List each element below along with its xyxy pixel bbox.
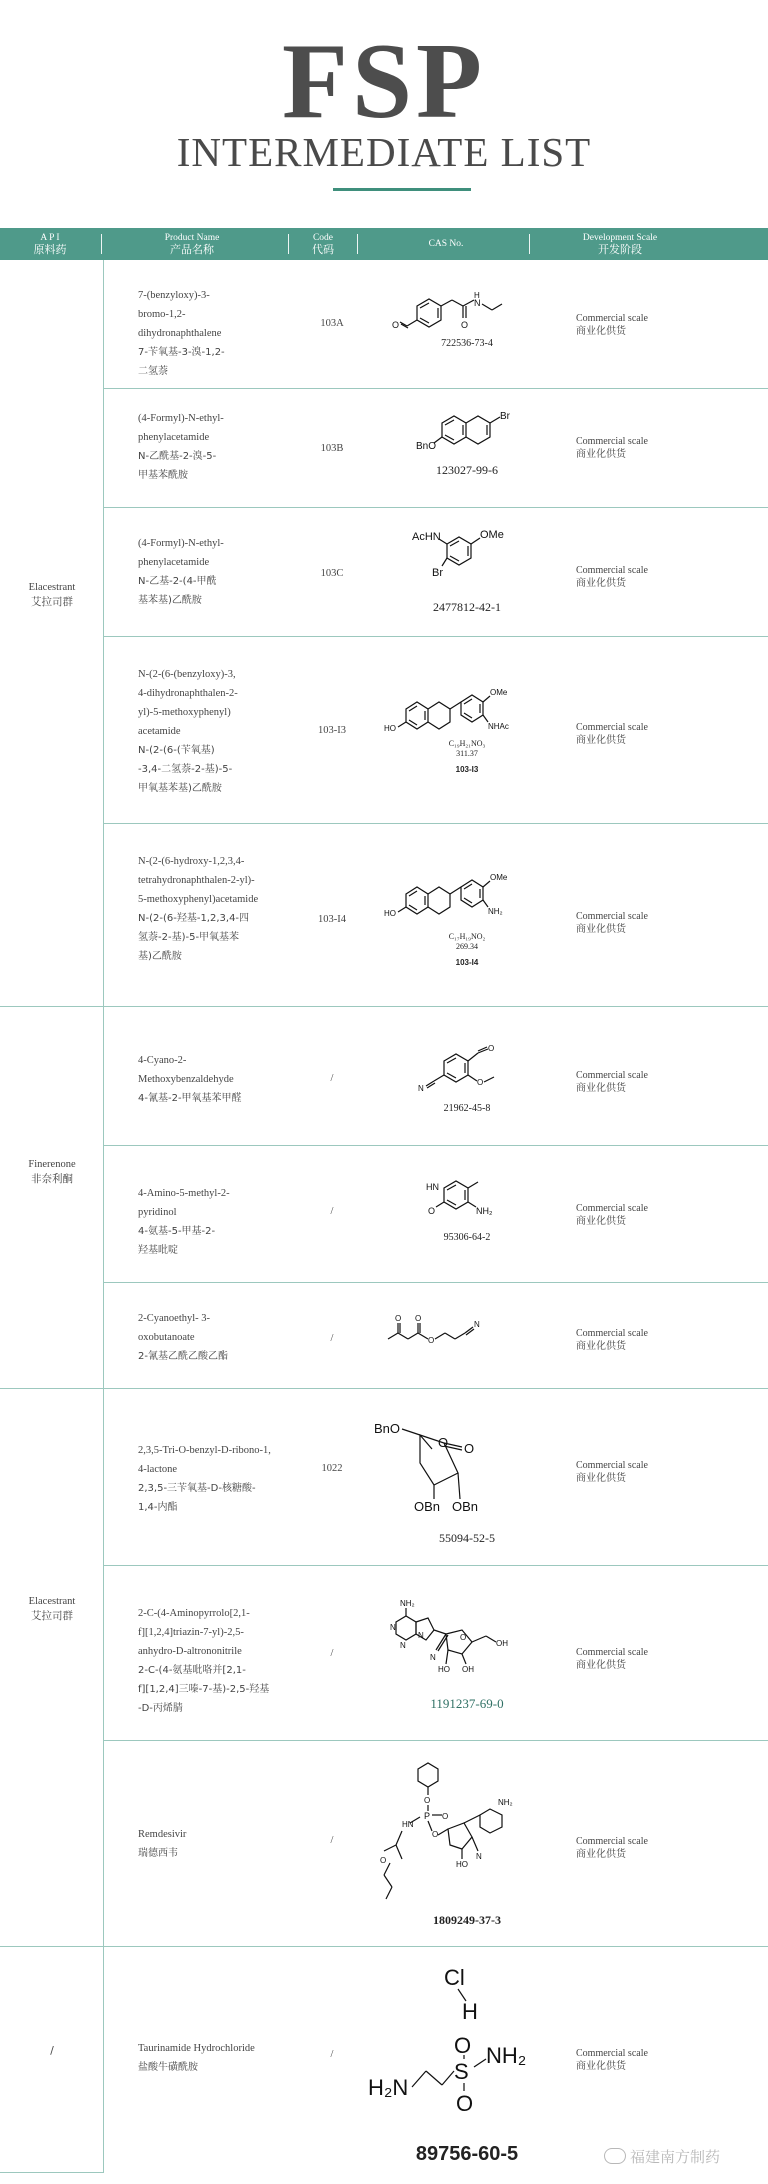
svg-text:P: P xyxy=(424,1811,431,1821)
product-name xyxy=(138,1051,308,1108)
svg-text:OBn: OBn xyxy=(414,1499,441,1514)
product-code: 103-I4 xyxy=(318,914,346,925)
api-group-none xyxy=(0,2044,104,2059)
svg-text:O: O xyxy=(428,1206,436,1216)
name-line: 4-dihydronaphthalen-2- xyxy=(138,688,238,699)
name-line: 2,3,5-Tri-O-benzyl-D-ribono-1, xyxy=(138,1445,271,1456)
scale-en: Commercial scale xyxy=(576,565,648,576)
watermark-text: 福建南方制药 xyxy=(630,2148,721,2166)
col-api-zh: 原料药 xyxy=(33,243,67,256)
svg-text:Br: Br xyxy=(500,411,510,422)
development-scale xyxy=(576,1646,696,1672)
svg-text:NH₂: NH₂ xyxy=(476,1206,493,1216)
svg-text:H: H xyxy=(474,291,480,300)
svg-text:O: O xyxy=(477,1078,484,1087)
tetrahydronaphthalene-aniline-structure xyxy=(362,862,572,922)
svg-text:NH₂: NH₂ xyxy=(488,907,503,916)
name-line: anhydro-D-altrononitrile xyxy=(138,1646,242,1657)
scale-en: Commercial scale xyxy=(576,313,648,324)
name-line: 4-lactone xyxy=(138,1464,178,1475)
name-line: 2-C-(4-氨基吡咯并[2,1- xyxy=(138,1665,246,1676)
scale-en: Commercial scale xyxy=(576,1647,648,1658)
svg-text:HO: HO xyxy=(384,909,396,918)
api-name-en: Elacestrant xyxy=(28,582,76,593)
scale-zh: 商业化供货 xyxy=(576,1083,626,1094)
svg-text:N: N xyxy=(474,1320,480,1329)
svg-text:NH₂: NH₂ xyxy=(486,2043,527,2068)
product-name xyxy=(138,852,308,966)
product-code: / xyxy=(330,1073,334,1084)
col-product-en: Product Name xyxy=(164,233,220,243)
tetrahydronaphthalene-acetamide-structure xyxy=(362,677,572,737)
development-scale xyxy=(576,1835,696,1861)
svg-text:O: O xyxy=(488,1044,495,1053)
name-line: 2-氰基乙酰乙酸乙酯 xyxy=(138,1351,228,1362)
acetanilide-bromo-methoxy-structure xyxy=(362,526,572,586)
svg-text:N: N xyxy=(390,1623,396,1632)
name-line: 5-methoxyphenyl)acetamide xyxy=(138,894,259,905)
api-divider xyxy=(0,1946,104,1947)
name-line: -3,4-二氢萘-2-基)-5- xyxy=(138,764,233,775)
col-scale-en: Development Scale xyxy=(582,233,658,243)
svg-text:BnO: BnO xyxy=(374,1421,401,1436)
name-line: 4-Amino-5-methyl-2- xyxy=(138,1188,230,1199)
table-header xyxy=(0,228,768,260)
table-row xyxy=(104,1566,768,1740)
name-line: 羟基吡啶 xyxy=(138,1245,178,1256)
scale-zh: 商业化供货 xyxy=(576,326,626,337)
scale-zh: 商业化供货 xyxy=(576,1216,626,1227)
product-code: 1022 xyxy=(321,1463,343,1474)
gs441524-nucleoside-structure xyxy=(362,1594,572,1704)
api-divider xyxy=(0,1006,104,1007)
product-code: 103A xyxy=(320,318,344,329)
page-header xyxy=(0,0,768,226)
name-line: tetrahydronaphthalen-2-yl)- xyxy=(138,875,255,886)
api-name-zh: 艾拉司群 xyxy=(31,1610,73,1622)
svg-text:N: N xyxy=(400,1641,406,1650)
name-line: f][1,2,4]三嗪-7-基)-2,5-羟基 xyxy=(138,1684,270,1695)
name-line: Methoxybenzaldehyde xyxy=(138,1074,234,1085)
svg-text:O: O xyxy=(460,1633,467,1642)
svg-text:HO: HO xyxy=(384,724,396,733)
aldehyde-phenylacetamide-structure xyxy=(362,284,572,334)
molecular-formula: C₁₇H₁₉NO₂ xyxy=(448,932,486,941)
name-line: f][1,2,4]triazin-7-yl)-2,5- xyxy=(138,1627,244,1638)
api-name-zh: 艾拉司群 xyxy=(31,596,73,608)
svg-text:O: O xyxy=(380,1856,387,1865)
col-separator xyxy=(101,234,102,254)
remdesivir-structure xyxy=(362,1759,572,1909)
name-line: 基苯基)乙酰胺 xyxy=(138,595,202,606)
table-row xyxy=(104,1389,768,1565)
scale-en: Commercial scale xyxy=(576,1070,648,1081)
svg-text:Cl: Cl xyxy=(444,1965,465,1990)
svg-text:OMe: OMe xyxy=(480,529,504,541)
api-name-en: Elacestrant xyxy=(28,1596,76,1607)
product-name xyxy=(138,1825,308,1863)
scale-zh: 商业化供货 xyxy=(576,735,626,746)
page-title: FSP xyxy=(281,22,486,141)
col-scale-zh: 开发阶段 xyxy=(598,243,642,256)
product-name xyxy=(138,409,308,485)
svg-text:HO: HO xyxy=(456,1860,468,1869)
title-divider xyxy=(333,188,471,191)
cas-number: 89756-60-5 xyxy=(415,2143,519,2165)
api-group-elacestrant xyxy=(0,580,104,610)
name-line: N-(2-(6-(苄氧基) xyxy=(138,745,215,756)
cas-number: 722536-73-4 xyxy=(441,338,493,349)
svg-text:O: O xyxy=(456,2091,474,2115)
product-code: 103C xyxy=(320,568,344,579)
page-subtitle: INTERMEDIATE LIST xyxy=(176,129,592,175)
table-row xyxy=(104,1741,768,1946)
col-product xyxy=(108,228,276,260)
col-scale xyxy=(540,228,700,260)
name-line: Taurinamide Hydrochloride xyxy=(138,2043,255,2054)
name-line: oxobutanoate xyxy=(138,1332,195,1343)
svg-text:H₂N: H₂N xyxy=(368,2075,409,2100)
scale-zh: 商业化供货 xyxy=(576,1473,626,1484)
table-row xyxy=(104,637,768,823)
scale-en: Commercial scale xyxy=(576,1836,648,1847)
development-scale xyxy=(576,2047,696,2073)
cas-number: 55094-52-5 xyxy=(439,1531,495,1545)
col-separator xyxy=(288,234,289,254)
api-name-en: Finerenone xyxy=(28,1159,76,1170)
name-line: 7-苄氧基-3-溴-1,2- xyxy=(138,347,225,358)
name-line: N-乙酰基-2-溴-5- xyxy=(138,451,217,462)
development-scale xyxy=(576,1069,696,1095)
table-row xyxy=(104,824,768,1006)
name-line: 4-Cyano-2- xyxy=(138,1055,187,1066)
col-cas-en: CAS No. xyxy=(428,239,464,249)
development-scale xyxy=(576,910,696,936)
product-code: 103-I3 xyxy=(318,725,346,736)
svg-text:HN: HN xyxy=(426,1182,439,1192)
svg-text:OMe: OMe xyxy=(490,688,508,697)
cas-number: 1809249-37-3 xyxy=(433,1913,501,1927)
table-row xyxy=(104,1146,768,1282)
name-line: 7-(benzyloxy)-3- xyxy=(138,290,210,301)
col-code xyxy=(298,228,348,260)
name-line: (4-Formyl)-N-ethyl- xyxy=(138,538,224,549)
name-line: dihydronaphthalene xyxy=(138,328,222,339)
table-row xyxy=(104,1283,768,1388)
api-name-zh: / xyxy=(50,2045,54,2057)
svg-text:O: O xyxy=(438,1435,449,1450)
name-line: -D-丙烯腈 xyxy=(138,1703,183,1714)
benzyloxy-bromo-dihydronaphthalene-structure xyxy=(362,403,572,461)
svg-text:HO: HO xyxy=(438,1665,450,1674)
product-code: / xyxy=(330,1648,334,1659)
api-group-finerenone xyxy=(0,1157,104,1187)
name-line: 甲基苯酰胺 xyxy=(138,470,188,481)
product-name xyxy=(138,665,308,798)
col-product-zh: 产品名称 xyxy=(170,243,214,256)
svg-text:OH: OH xyxy=(496,1639,508,1648)
aminomethylpyridinone-structure xyxy=(362,1170,572,1240)
svg-text:S: S xyxy=(454,2059,469,2084)
scale-zh: 商业化供货 xyxy=(576,924,626,935)
table-row xyxy=(104,1007,768,1145)
product-name xyxy=(138,1309,308,1366)
development-scale xyxy=(576,1327,696,1353)
scale-en: Commercial scale xyxy=(576,911,648,922)
col-code-zh: 代码 xyxy=(312,243,334,256)
cas-number: 95306-64-2 xyxy=(443,1232,491,1243)
cyano-methoxybenzaldehyde-structure xyxy=(362,1031,572,1101)
compound-label: 103-I4 xyxy=(455,958,479,967)
api-divider xyxy=(0,2172,104,2173)
svg-text:O: O xyxy=(464,1441,475,1456)
taurinamide-hcl-structure xyxy=(362,1955,572,2115)
product-code: / xyxy=(330,1333,334,1344)
scale-en: Commercial scale xyxy=(576,1203,648,1214)
name-line: 1,4-内酯 xyxy=(138,1502,178,1513)
svg-text:Br: Br xyxy=(432,567,443,579)
scale-zh: 商业化供货 xyxy=(576,449,626,460)
scale-zh: 商业化供货 xyxy=(576,2061,626,2072)
name-line: 2-C-(4-Aminopyrrolo[2,1- xyxy=(138,1608,250,1619)
cas-number: 21962-45-8 xyxy=(443,1103,491,1114)
svg-text:O: O xyxy=(415,1314,422,1323)
name-line: Remdesivir xyxy=(138,1829,187,1840)
scale-zh: 商业化供货 xyxy=(576,1849,626,1860)
name-line: 甲氧基苯基)乙酰胺 xyxy=(138,783,222,794)
col-api xyxy=(0,228,100,260)
development-scale xyxy=(576,435,696,461)
svg-text:O: O xyxy=(428,1336,435,1345)
molecular-weight: 269.34 xyxy=(456,942,478,951)
svg-text:O: O xyxy=(461,320,469,330)
compound-formula xyxy=(362,739,572,759)
svg-text:HN: HN xyxy=(402,1820,414,1829)
svg-text:H: H xyxy=(462,1999,478,2024)
table-row xyxy=(104,260,768,388)
col-separator xyxy=(529,234,530,254)
name-line: (4-Formyl)-N-ethyl- xyxy=(138,413,224,424)
cyanoethyl-acetoacetate-structure xyxy=(362,1309,572,1359)
svg-text:O: O xyxy=(442,1812,449,1821)
api-divider xyxy=(0,1388,104,1389)
product-name xyxy=(138,534,308,610)
scale-en: Commercial scale xyxy=(576,2048,648,2059)
svg-text:N: N xyxy=(418,1084,424,1093)
svg-text:O: O xyxy=(392,320,400,330)
svg-text:N: N xyxy=(418,1631,424,1640)
development-scale xyxy=(576,312,696,338)
svg-text:N: N xyxy=(474,298,481,308)
development-scale xyxy=(576,1202,696,1228)
name-line: 盐酸牛磺酰胺 xyxy=(138,2062,198,2073)
cas-number: 1191237-69-0 xyxy=(430,1696,504,1711)
development-scale xyxy=(576,564,696,590)
name-line: bromo-1,2- xyxy=(138,309,186,320)
development-scale xyxy=(576,1459,696,1485)
cas-number: 123027-99-6 xyxy=(436,463,498,477)
name-line: 二氢萘 xyxy=(138,366,168,377)
compound-formula xyxy=(362,932,572,952)
svg-text:O: O xyxy=(454,2033,472,2058)
scale-zh: 商业化供货 xyxy=(576,1660,626,1671)
table-row xyxy=(104,508,768,636)
cas-number: 2477812-42-1 xyxy=(433,600,501,614)
svg-text:O: O xyxy=(424,1796,431,1805)
product-name xyxy=(138,2039,308,2077)
name-line: N-乙基-2-(4-甲酰 xyxy=(138,576,217,587)
name-line: acetamide xyxy=(138,726,181,737)
molecular-formula: C₁₉H₂₁NO₃ xyxy=(448,739,486,748)
api-group-elacestrant-2 xyxy=(0,1594,104,1624)
svg-text:OH: OH xyxy=(462,1665,474,1674)
name-line: 2-Cyanoethyl- 3- xyxy=(138,1313,211,1324)
compound-label: 103-I3 xyxy=(455,765,479,774)
name-line: 4-氰基-2-甲氧基苯甲醛 xyxy=(138,1093,242,1104)
scale-en: Commercial scale xyxy=(576,722,648,733)
table-row xyxy=(104,1947,768,2172)
svg-text:OBn: OBn xyxy=(452,1499,479,1514)
product-code: / xyxy=(330,1206,334,1217)
svg-text:N: N xyxy=(430,1653,436,1662)
name-line: 2,3,5-三苄氧基-D-核糖酸- xyxy=(138,1483,256,1494)
scale-zh: 商业化供货 xyxy=(576,578,626,589)
svg-text:O: O xyxy=(432,1830,439,1839)
api-name-zh: 非奈利酮 xyxy=(31,1173,73,1185)
svg-text:N: N xyxy=(476,1852,482,1861)
name-line: 基)乙酰胺 xyxy=(138,951,182,962)
svg-text:OMe: OMe xyxy=(490,873,508,882)
product-code: / xyxy=(330,1835,334,1846)
name-line: phenylacetamide xyxy=(138,432,210,443)
name-line: N-(2-(6-羟基-1,2,3,4-四 xyxy=(138,913,250,924)
product-name xyxy=(138,1604,308,1718)
scale-en: Commercial scale xyxy=(576,1328,648,1339)
scale-en: Commercial scale xyxy=(576,436,648,447)
scale-zh: 商业化供货 xyxy=(576,1341,626,1352)
name-line: phenylacetamide xyxy=(138,557,210,568)
name-line: 氢萘-2-基)-5-甲氧基苯 xyxy=(138,932,240,943)
name-line: 4-氨基-5-甲基-2- xyxy=(138,1226,216,1237)
name-line: 瑞德西韦 xyxy=(138,1848,178,1859)
table-row xyxy=(104,389,768,507)
col-separator xyxy=(357,234,358,254)
product-name xyxy=(138,1441,308,1517)
svg-text:BnO: BnO xyxy=(416,441,437,452)
col-api-en: A P I xyxy=(40,233,60,243)
product-name xyxy=(138,1184,308,1260)
name-line: N-(2-(6-(benzyloxy)-3, xyxy=(138,669,236,680)
wechat-icon xyxy=(604,2148,626,2164)
tribenzyl-ribonolactone-structure xyxy=(362,1411,572,1521)
scale-en: Commercial scale xyxy=(576,1460,648,1471)
svg-text:O: O xyxy=(395,1314,402,1323)
product-code: 103B xyxy=(320,443,344,454)
svg-text:AcHN: AcHN xyxy=(412,531,441,543)
col-code-en: Code xyxy=(312,233,334,243)
watermark xyxy=(604,2146,764,2166)
name-line: N-(2-(6-hydroxy-1,2,3,4- xyxy=(138,856,245,867)
product-name xyxy=(138,286,308,381)
name-line: pyridinol xyxy=(138,1207,177,1218)
product-code: / xyxy=(330,2049,334,2060)
svg-text:NH₂: NH₂ xyxy=(400,1599,415,1608)
development-scale xyxy=(576,721,696,747)
name-line: yl)-5-methoxyphenyl) xyxy=(138,707,231,718)
svg-text:NHAc: NHAc xyxy=(488,722,509,731)
col-cas xyxy=(362,228,530,260)
svg-text:NH₂: NH₂ xyxy=(498,1798,513,1807)
molecular-weight: 311.37 xyxy=(456,749,478,758)
